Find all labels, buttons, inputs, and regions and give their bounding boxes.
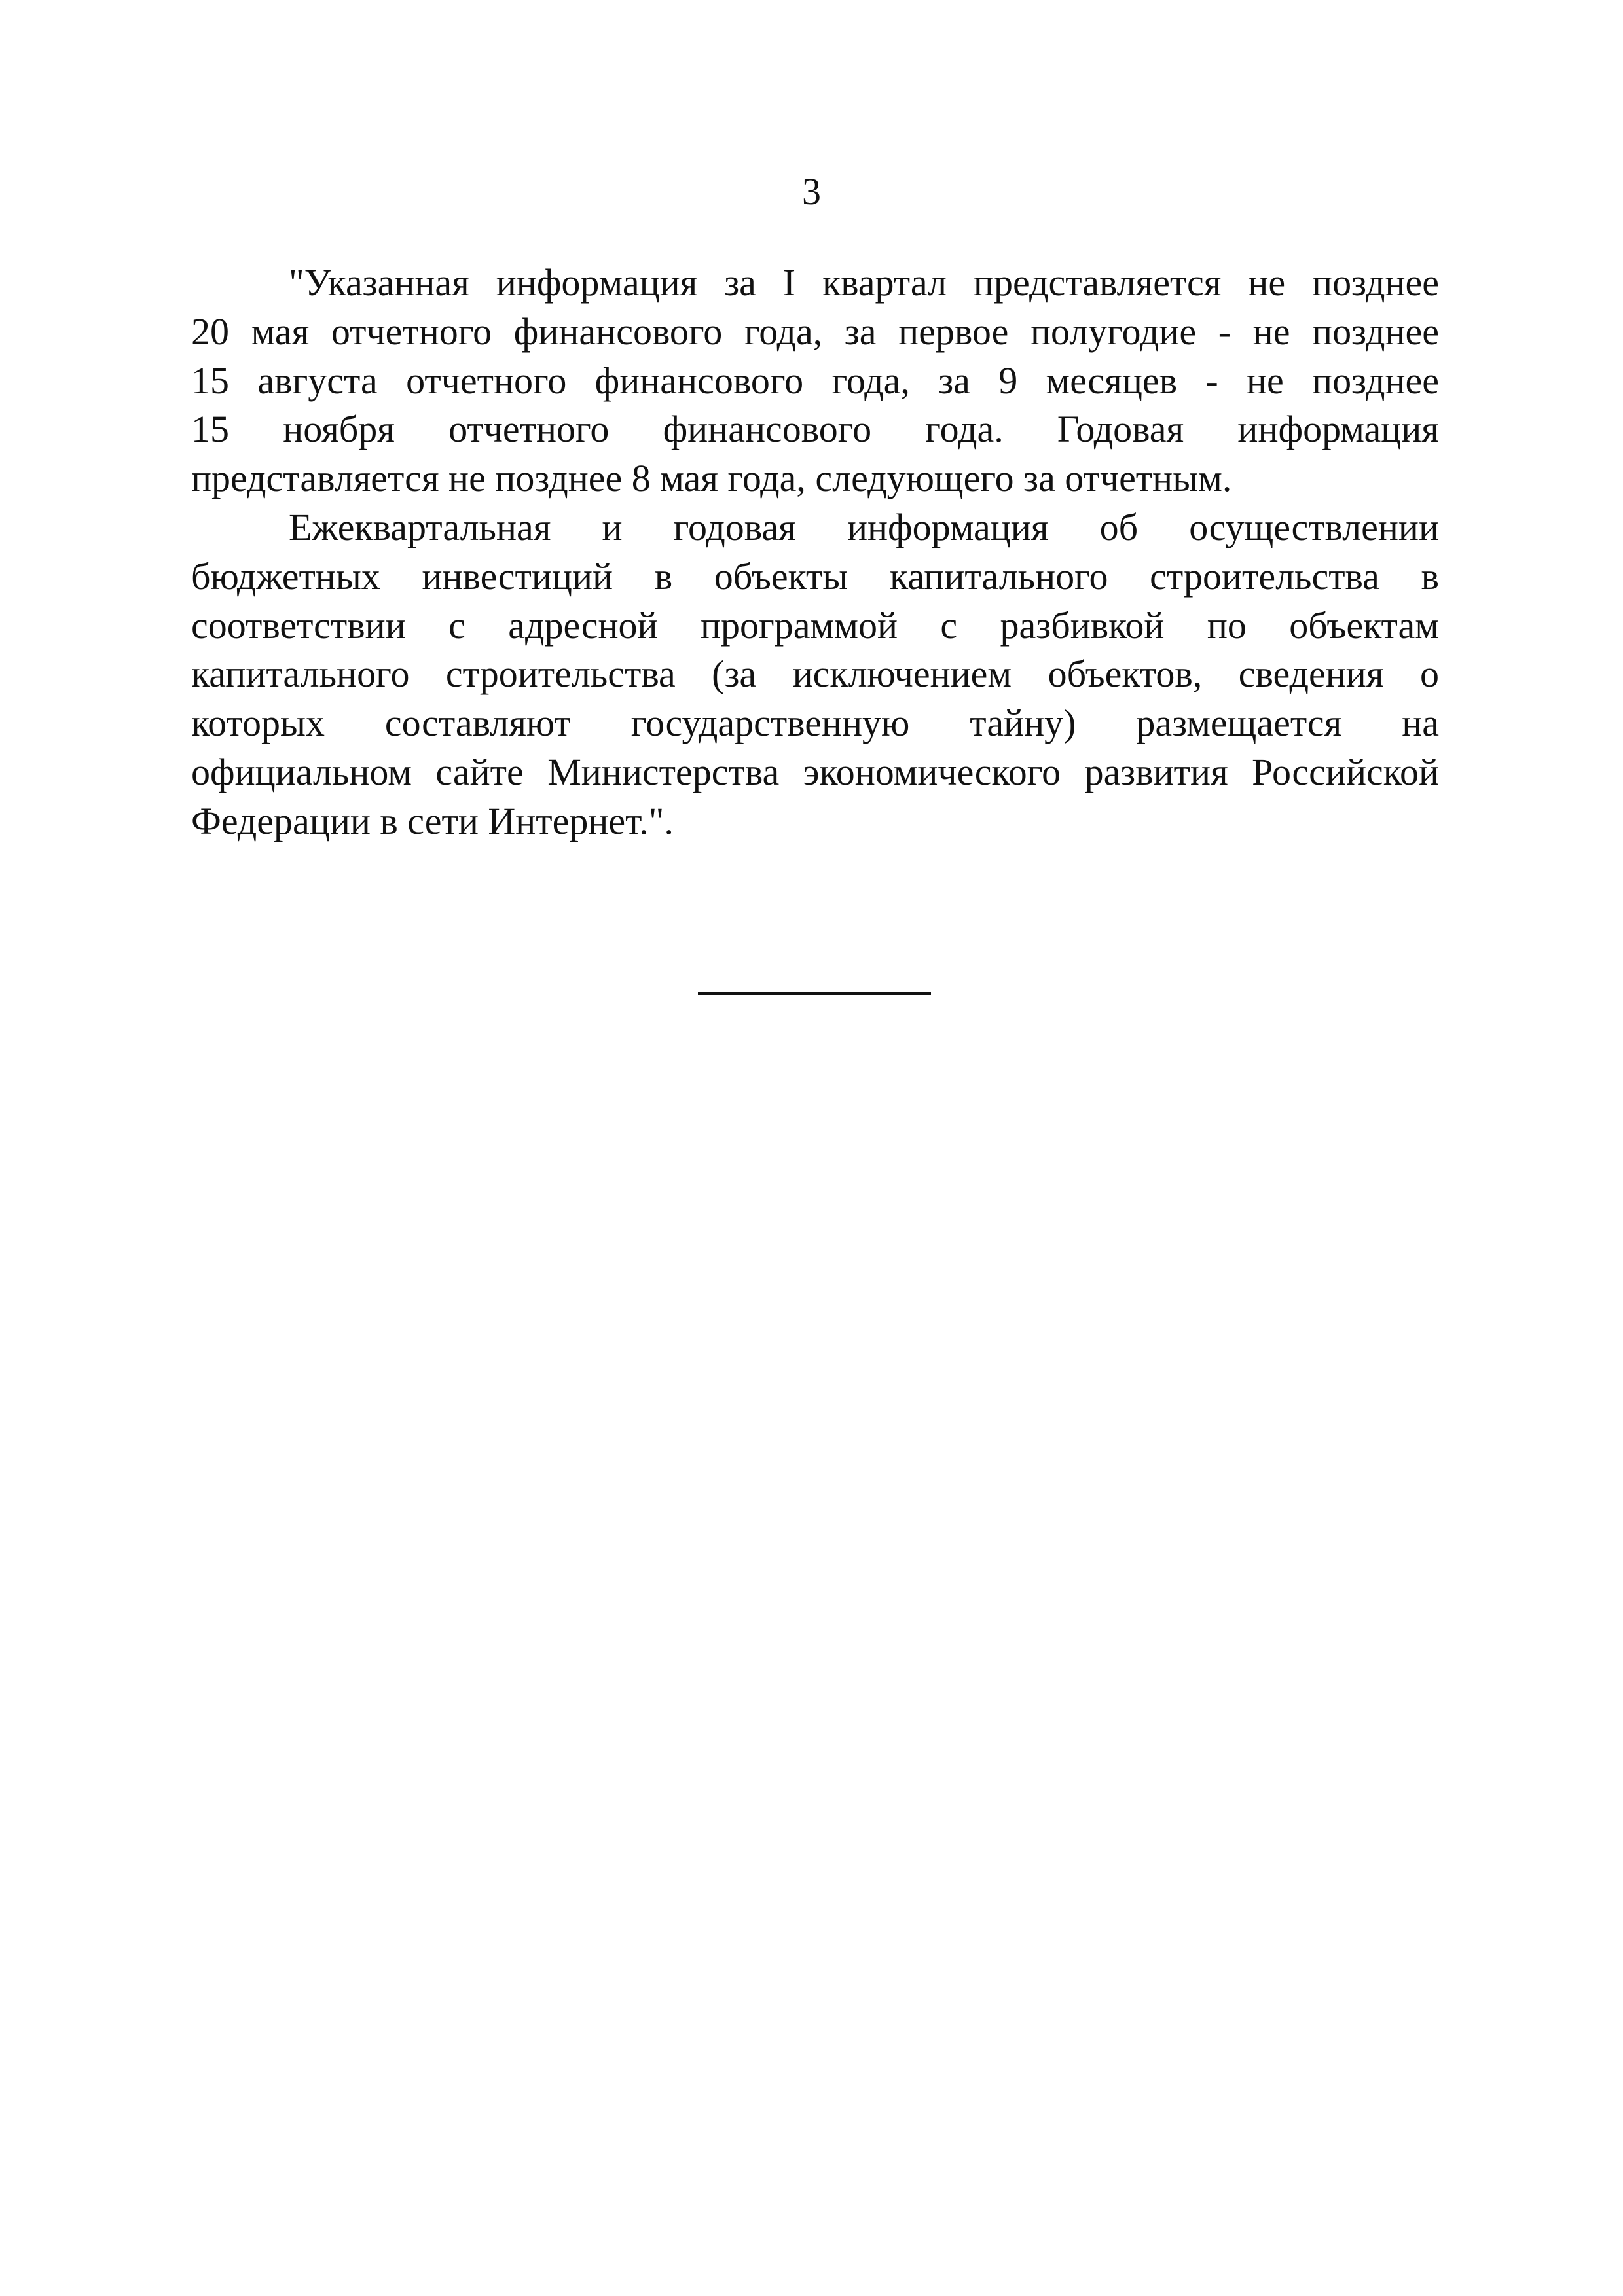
page-number: 3 [802,170,821,213]
text-line: Федерации в сети Интернет.". [191,799,674,842]
text-line: капитального строительства (за исключением объектов, сведения о [191,653,1439,696]
text-line: 20 мая отчетного финансового года, за первое полугодие - не позднее [191,310,1439,353]
text-line: "Указанная информация за I квартал представляется не позднее [289,261,1439,304]
text-line: бюджетных инвестиций в объекты капитального строительства в [191,554,1439,598]
paragraph-2 [191,503,1439,846]
paragraph-1 [191,259,1439,503]
text-line: которых составляют государственную тайну) размещается на [191,702,1439,745]
text-line: Ежеквартальная и годовая информация об осуществлении [289,505,1439,548]
text-line: 15 августа отчетного финансового года, за 9 месяцев - не позднее [191,359,1439,402]
text-line: официальном сайте Министерства экономического развития Российской [191,750,1439,793]
text-line: представляется не позднее 8 мая года, следующего за отчетным. [191,457,1232,500]
document-body [191,259,1439,846]
text-line: 15 ноября отчетного финансового года. Годовая информация [191,408,1439,451]
text-line: соответствии с адресной программой с разбивкой по объектам [191,603,1439,647]
end-separator-line [698,992,931,995]
